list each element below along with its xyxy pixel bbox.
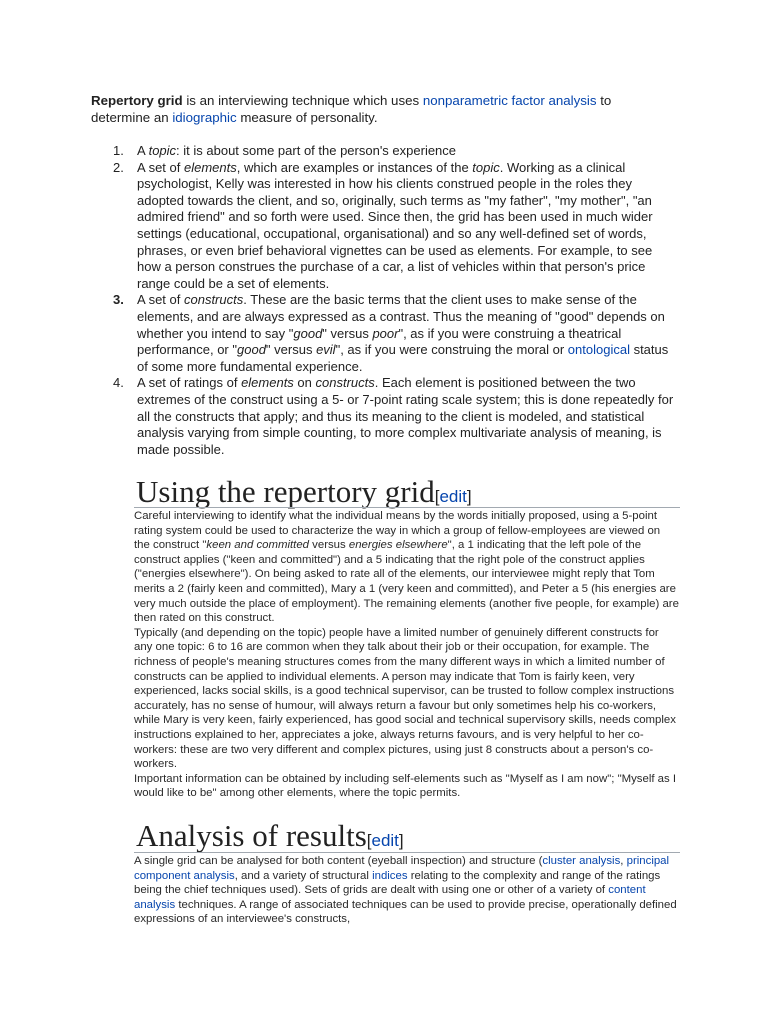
link-idiographic[interactable]: idiographic [172,110,237,125]
edit-link[interactable]: edit [439,487,467,506]
edit-section-1: [edit] [434,487,472,506]
list-item-ratings: 4. A set of ratings of elements on constructs. Each element is positioned between the two extremes of the construct using a 5- or 7-point rating scale system; this is done repeatedly for all the constructs that apply; and thus its meaning to the client is modeled, and statistical analysis varying from simple counting, to more complex multivariate analysis of meaning, is made possible. [113,375,674,457]
heading-using-repertory-grid: Using the repertory grid[edit] [136,474,472,509]
term-repertory-grid: Repertory grid [91,93,183,108]
list-number: 1. [113,143,124,158]
intro-paragraph: Repertory grid is an interviewing technique which uses nonparametric factor analysis to determine an idiographic measure of personality. [91,93,612,125]
link-ontological[interactable]: ontological [567,342,630,358]
list-number: 4. [113,375,124,391]
list-item-elements: 2. A set of elements, which are examples or instances of the topic. Working as a clinical psychologist, Kelly was interested in how his clients construed people in the roles they adopted towards the client, and so, originally, such terms as "my father", "my mother", "an admired friend" and so forth were used. Since then, the grid has been used in much wider settings (educational, occupational, organisational) and so any well-defined set of words, phrases, or even brief behavioral vignettes can be used as elements. For example, to see how a person construes the purchase of a car, a list of vehicles within that person's price range could be a set of elements. [113,159,653,291]
link-indices[interactable]: indices [372,869,408,882]
link-content-analysis[interactable]: content analysis [134,884,646,911]
link-cluster-analysis[interactable]: cluster analysis [542,855,621,867]
section-divider [134,507,680,508]
section-1-body [134,509,679,801]
link-principal-component-analysis[interactable]: principal component analysis [134,855,670,882]
list-item-topic: 1. A topic: it is about some part of the person's experience [113,143,457,158]
list-item-constructs: 3. A set of constructs. These are the basic terms that the client uses to make sense of the elements, and are always expressed as a contrast. Thus the meaning of "good" depends on whether you intend to say "good" versus poor", as if you were construing a theatrical performance, or "good" versus evil", as if you were construing the moral or ontological status of some more fundamental experience. [113,292,669,374]
edit-link[interactable]: edit [371,831,399,850]
paragraph: Important information can be obtained by including self-elements such as "Myself as I am now"; "Myself as I would like to be" among other elements, where the topic permits. [134,772,677,800]
edit-section-2: [edit] [366,831,404,850]
paragraph: Typically (and depending on the topic) people have a limited number of genuinely different constructs for any one topic: 6 to 16 are common when they talk about their job or their occupation, for example. The richness of people's meaning structures comes from the many different ways in which a limited number of constructs can be applied to individual elements. A person may indicate that Tom is fairly keen, very experienced, lacks social skills, is a good technical supervisor, can be trusted to follow complex instructions accurately, has no sense of humour, will always return a favour but only sometimes help his co-workers, while Mary is very keen, fairly experienced, has good social and technical supervisory skills, needs complex instructions explained to her, appreciates a joke, always returns favours, and is very helpful to her co-workers: these are two very different and complex pictures, using just 8 constructs about a person's co-workers. [134,626,676,771]
paragraph: A single grid can be analysed for both content (eyeball inspection) and structure (cluster analysis, principal component analysis, and a variety of structural indices relating to the complexity and range of the ratings being the chief techniques used). Sets of grids are dealt with using one or other of a variety of content analysis techniques. A range of associated techniques can be used to provide precise, operationally defined expressions of an interviewee's constructs, [134,855,677,926]
section-2-body [134,854,679,927]
list-number: 3. [113,292,124,308]
paragraph: Careful interviewing to identify what the individual means by the words initially proposed, using a 5-point rating system could be used to characterize the way in which a group of fellow-employees are viewed on the construct "keen and committed versus energies elsewhere", a 1 indicating that the left pole of the construct applies ("keen and committed") and a 5 indicating that the right pole of the construct applies ("energies elsewhere"). On being asked to rate all of the elements, our interviewee might reply that Tom merits a 2 (fairly keen and committed), Mary a 1 (very keen and committed), and Peter a 5 (his energies are very much outside the place of employment). The remaining elements (another five people, for example) are then rated on this construct. [134,510,679,625]
link-nonparametric-factor-analysis[interactable]: nonparametric factor analysis [422,93,597,108]
list-number: 2. [113,159,124,175]
components-list [113,143,678,458]
section-divider [134,852,680,853]
heading-analysis-of-results: Analysis of results[edit] [136,818,404,853]
